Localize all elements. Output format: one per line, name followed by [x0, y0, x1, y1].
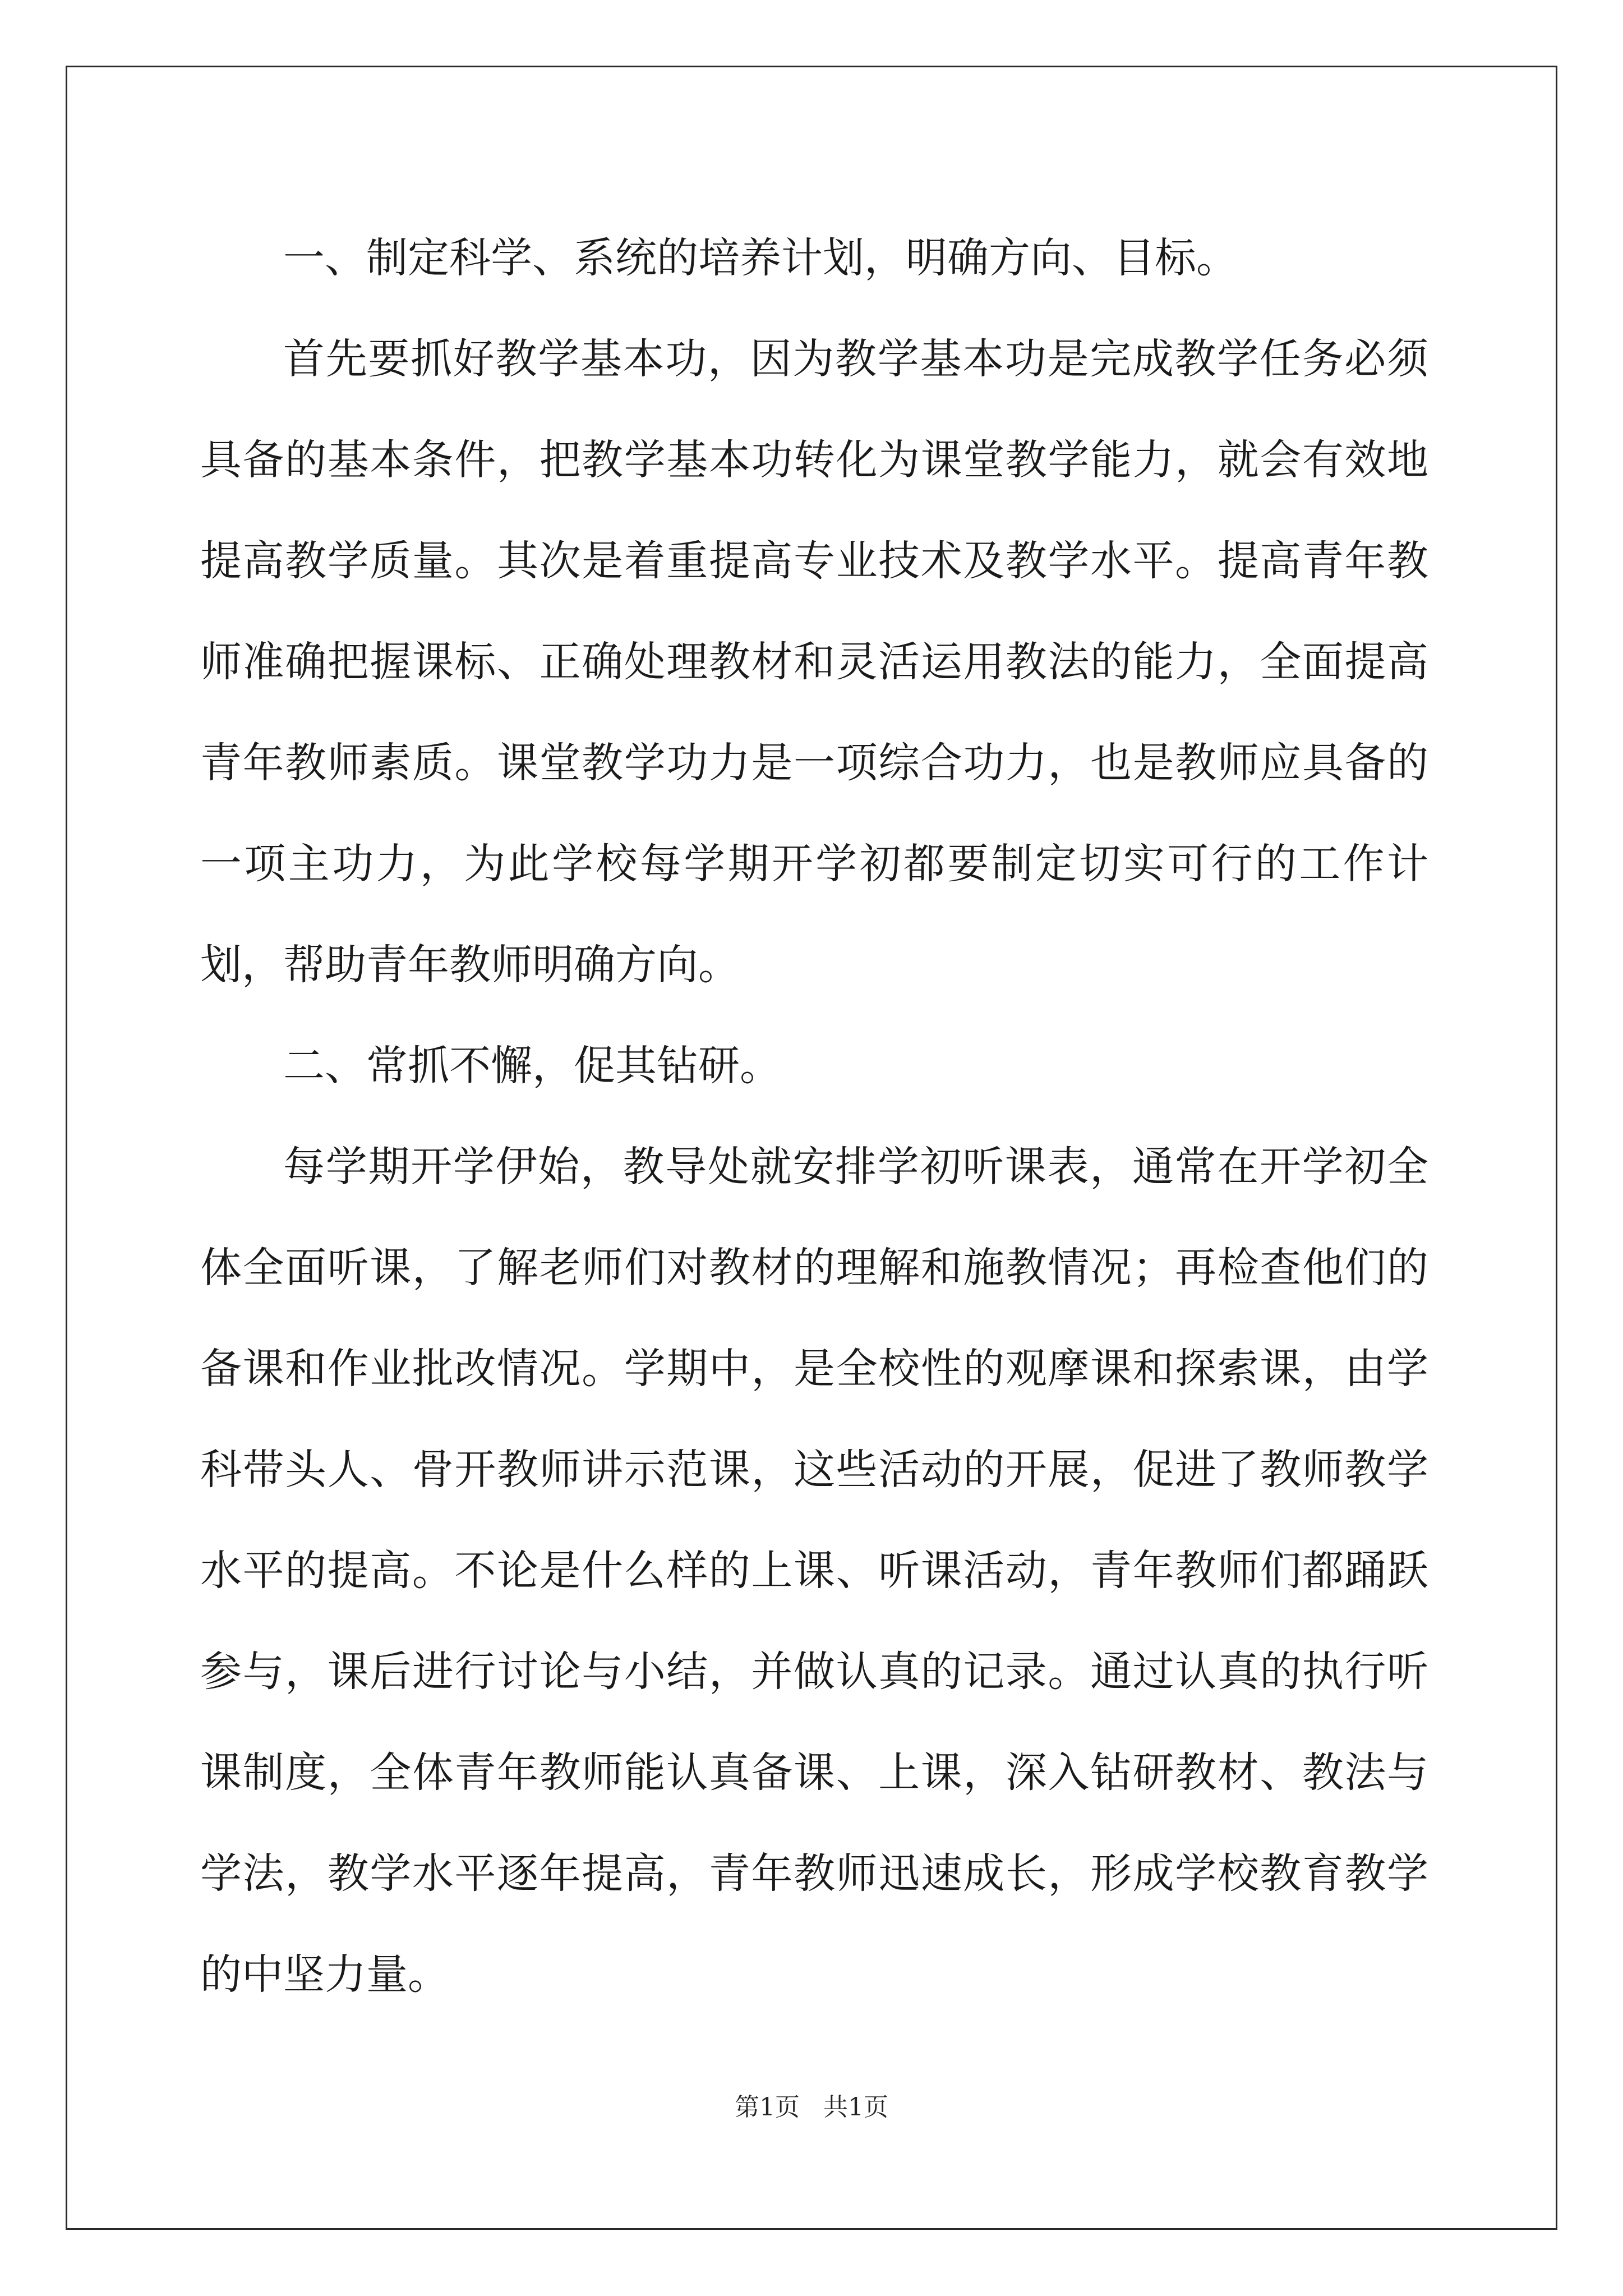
page-footer [0, 2087, 1623, 2123]
section-heading-1: 一、制定科学、系统的培养计划，明确方向、目标。 [283, 234, 1238, 282]
paragraph-1: 首先要抓好教学基本功，因为教学基本功是完成教学任务必须具备的基本条件，把教学基本功转化为课堂教学能力，就会有效地提高教学质量。其次是着重提高专业技术及教学水平。提高青年教师准确把握课标、正确处理教材和灵活运用教法的能力，全面提高青年教师素质。课堂教学功力是一项综合功力，也是教师应具备的一项主功力，为此学校每学期开学初都要制定切实可行的工作计划，帮助青年教师明确方向。 [200, 335, 1428, 989]
page-number: 第1页 [735, 2093, 800, 2122]
paragraph-2: 每学期开学伊始，教导处就安排学初听课表，通常在开学初全体全面听课，了解老师们对教材的理解和施教情况；再检查他们的备课和作业批改情况。学期中，是全校性的观摩课和探索课，由学科带头人、骨开教师讲示范课，这些活动的开展，促进了教师教学水平的提高。不论是什么样的上课、听课活动，青年教师们都踊跃参与，课后进行讨论与小结，并做认真的记录。通过认真的执行听课制度，全体青年教师能认真备课、上课，深入钻研教材、教法与学法，教学水平逐年提高，青年教师迅速成长，形成学校教育教学的中坚力量。 [200, 1143, 1428, 1999]
section-heading-2: 二、常抓不懈，促其钻研。 [283, 1042, 781, 1090]
document-body [200, 208, 1428, 2025]
page-total: 共1页 [823, 2093, 888, 2122]
